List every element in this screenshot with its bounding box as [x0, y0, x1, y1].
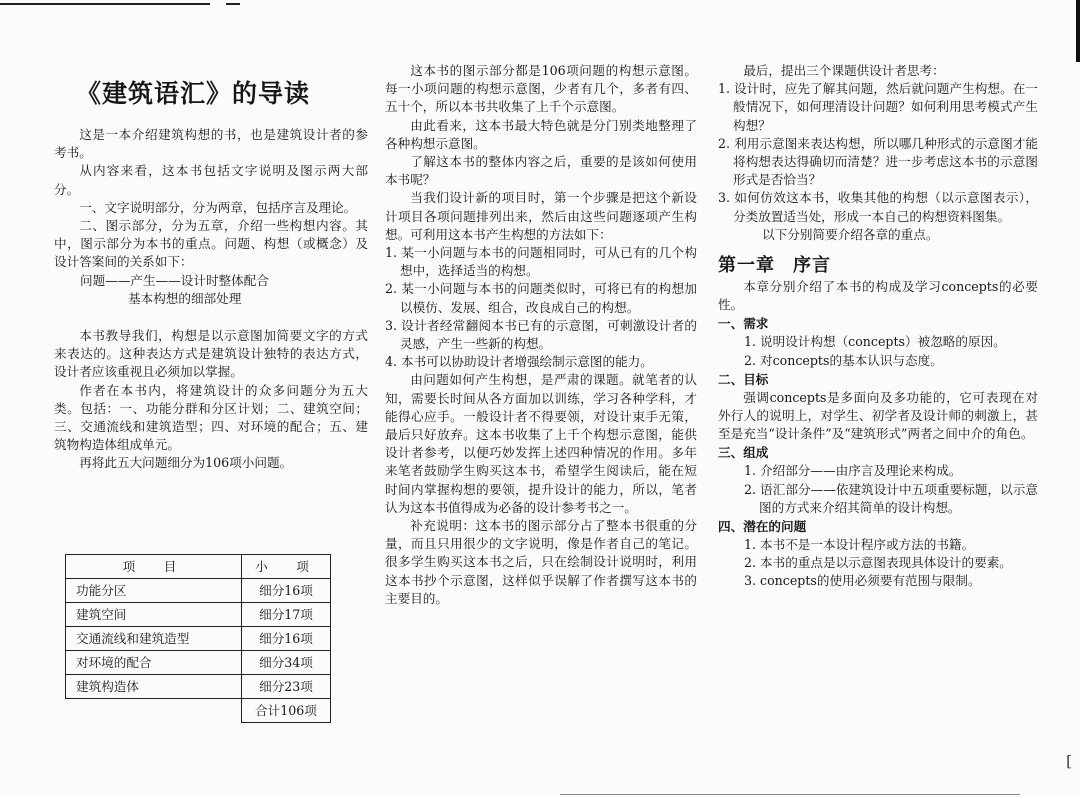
- section-heading: 一、需求: [718, 316, 769, 332]
- table-cell: 交通流线和建筑造型: [66, 627, 242, 651]
- table-row: [66, 627, 331, 651]
- page-title: 《建筑语汇》的导读: [76, 79, 311, 108]
- chapter-name: 序言: [793, 255, 831, 277]
- list-item: 4. 本书可以协助设计者增强绘制示意图的能力。: [385, 354, 653, 370]
- table-header-row: [66, 555, 331, 579]
- paragraph: 最后，提出三个课题供设计者思考：: [743, 63, 945, 78]
- paragraph: 补充说明：这本书的图示部分占了整本书很重的分量，而且只用很少的文字说明，像是作者自己的笔记。很多学生购买这本书之后，只在绘制设计说明时，利用这本书抄个示意图，这样似乎误解了作者撰写这本书的主要目的。: [385, 518, 697, 606]
- table-cell: 细分16项: [242, 627, 331, 651]
- section-heading: 三、组成: [718, 445, 769, 461]
- paragraph: 二、图示部分，分为五章，介绍一些构想内容。其中，图示部分为本书的重点。问题、构想（或概念）及设计答案间的关系如下：: [54, 218, 368, 270]
- page-edge-mark: [1076, 0, 1080, 62]
- method-list: [385, 244, 697, 371]
- top-rule: [0, 3, 210, 5]
- paragraph: 这本书的图示部分都是106项问题的构想示意图。每一小项问题的构想示意图，少者有几个，多者有四、五十个，所以本书共收集了上千个示意图。: [385, 63, 697, 115]
- table-total-row: [66, 699, 331, 723]
- chapter-heading: [718, 254, 1038, 278]
- table-total-cell: 合计106项: [242, 699, 331, 723]
- table-cell: 细分17项: [242, 603, 331, 627]
- paragraph: 强调concepts是多面向及多功能的，它可表现在对外行人的说明上，对学生、初学者及设计师的刺激上，甚至是充当“设计条件”及“建筑形式”两者之间中介的角色。: [718, 389, 1038, 442]
- table-row: [66, 675, 331, 699]
- list-item: 1. 某一小问题与本书的问题相同时，可从已有的几个构想中，选择适当的构想。: [385, 245, 697, 279]
- chapter-label: 第一章: [718, 255, 775, 277]
- issues-list: [718, 536, 1038, 591]
- paragraph: 再将此五大问题细分为106项小问题。: [79, 455, 293, 471]
- table-header-cell: 项 目: [66, 555, 242, 579]
- bracket-mark: [: [1066, 752, 1072, 770]
- list-item: 1. 介绍部分——由序言及理论来构成。: [744, 463, 962, 479]
- paragraph: 从内容来看，这本书包括文字说明及图示两大部分。: [54, 163, 368, 197]
- list-item: 1. 设计时，应先了解其问题，然后就问题产生构想。在一般情况下，如何理清设计问题？如何利用思考模式产生构想？: [718, 81, 1038, 133]
- list-item: 3. 如何仿效这本书，收集其他的构想（以示意图表示），分类放置适当处，形成一本自己的构想资料图集。: [718, 190, 1038, 224]
- paragraph: 这是一本介绍建筑构想的书，也是建筑设计者的参考书。: [54, 127, 368, 161]
- list-item: 2. 对concepts的基本认识与态度。: [744, 352, 943, 368]
- list-item: 3. 设计者经常翻阅本书已有的示意图，可刺激设计者的灵感，产生一些新的构想。: [385, 317, 697, 352]
- paragraph: 本书教导我们，构想是以示意图加简要文字的方式来表达的。这种表达方式是建筑设计独特的表达方式，设计者应该重视且必须加以掌握。: [54, 328, 368, 380]
- list-item: 2. 利用示意图来表达构想，所以哪几种形式的示意图才能将构想表达得确切而清楚？进一步考虑这本书的示意图形式是否恰当？: [718, 135, 1038, 188]
- composition-list: [718, 462, 1038, 517]
- column-right: [718, 62, 1038, 591]
- bottom-rule: [560, 794, 1020, 795]
- relation-flow-line2: 基本构想的细部处理: [128, 290, 242, 306]
- table-cell: 建筑空间: [66, 603, 242, 627]
- table-cell: 细分23项: [242, 675, 331, 699]
- list-item: 1. 说明设计构想（concepts）被忽略的原因。: [744, 334, 1006, 350]
- paragraph: 了解这本书的整体内容之后，重要的是该如何使用本书呢？: [385, 154, 697, 188]
- table-row: [66, 603, 331, 627]
- relation-flow-line1: 问题——产生——设计时整体配合: [80, 272, 269, 288]
- section-heading: 二、目标: [718, 371, 769, 387]
- paragraph: 由此看来，这本书最大特色就是分门别类地整理了各种构想示意图。: [385, 117, 697, 151]
- paragraph: 作者在本书内，将建筑设计的众多问题分为五大类。包括：一、功能分群和分区计划；二、建筑空间；三、交通流线和建筑造型；四、对环境的配合；五、建筑物构造体组成单元。: [54, 382, 368, 453]
- problem-category-table: [65, 554, 331, 723]
- table-row: [66, 651, 331, 675]
- list-item: 2. 某一小问题与本书的问题类似时，可将已有的构想加以模仿、发展、组合，改良成自己的构想。: [385, 281, 697, 315]
- paragraph: 本章分别介绍了本书的构成及学习concepts的必要性。: [718, 279, 1038, 313]
- list-item: 2. 本书的重点是以示意图表现具体设计的要素。: [744, 555, 1012, 571]
- list-item: 1. 本书不是一本设计程序或方法的书籍。: [744, 537, 975, 553]
- table-cell: 建筑构造体: [66, 675, 242, 699]
- table-cell: 功能分区: [66, 579, 242, 603]
- top-rule-dash: [226, 3, 240, 5]
- table-cell: 对环境的配合: [66, 651, 242, 675]
- section-heading: 四、潜在的问题: [718, 519, 807, 535]
- paragraph: 由问题如何产生构想，是严肃的课题。就笔者的认知，需要长时间从各方面加以训练，学习各种学科，才能得心应手。一般设计者不得要领，对设计束手无策，最后只好放弃。这本书收集了上千个构想示意图，能供设计者参考，以便巧妙发挥上述四种情况的作用。多年来笔者鼓励学生购买这本书，希望学生阅读后，能在短时间内掌握构想的要领，提升设计的能力，所以，笔者认为这本书值得成为必备的设计参考书之一。: [385, 372, 697, 515]
- question-list: [718, 80, 1038, 226]
- paragraph: 一、文字说明部分，分为两章，包括序言及理论。: [79, 199, 357, 215]
- table-cell: 细分34项: [242, 651, 331, 675]
- table-cell: 细分16项: [242, 579, 331, 603]
- table-header-cell: 小 项: [242, 555, 331, 579]
- paragraph: 以下分别简要介绍各章的重点。: [762, 226, 939, 242]
- list-item: 2. 语汇部分——依建筑设计中五项重要标题，以示意图的方式来介绍其简单的设计构想。: [744, 481, 1038, 515]
- column-middle: [385, 62, 697, 608]
- table-row: [66, 579, 331, 603]
- paragraph: 当我们设计新的项目时，第一个步骤是把这个新设计项目各项问题排列出来，然后由这些问题逐项产生构想。可利用这本书产生构想的方法如下：: [385, 190, 697, 242]
- needs-list: [718, 333, 1038, 369]
- list-item: 3. concepts的使用必须要有范围与限制。: [744, 573, 981, 589]
